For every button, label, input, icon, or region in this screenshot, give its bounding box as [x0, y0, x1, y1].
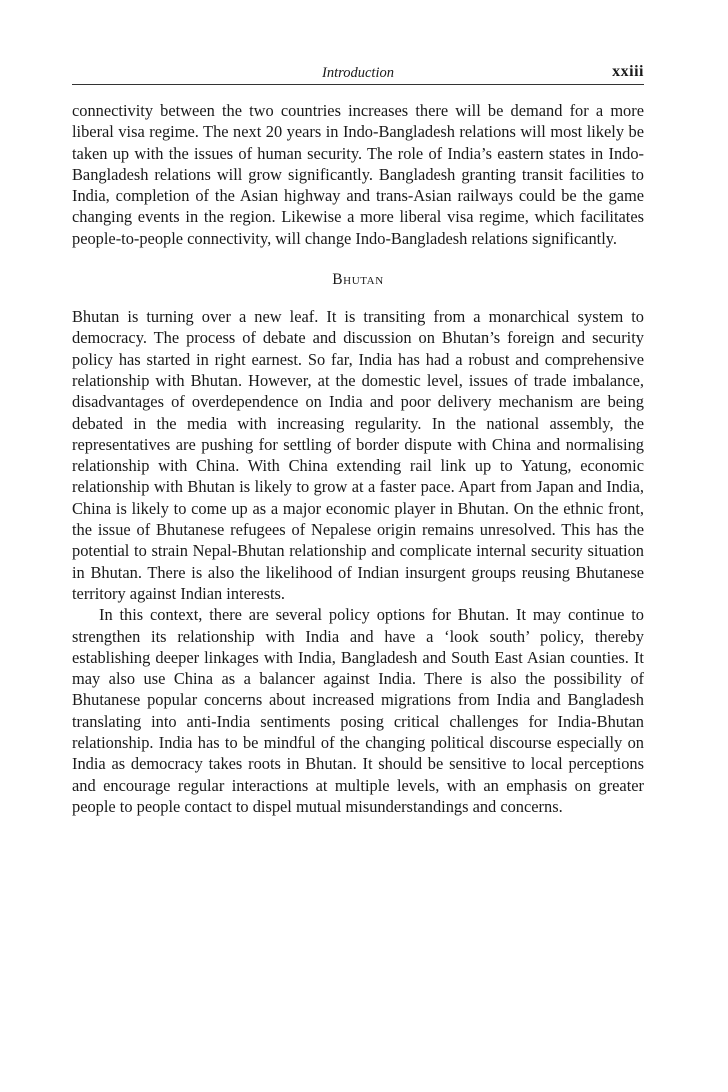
paragraph-bhutan-intro: Bhutan is turning over a new leaf. It is transiting from a monarchical system to democracy. The process of debate and discussion on Bhutan’s foreign and security policy has started in right earnest. So far, India has had a robust and comprehensive relationship with Bhutan. However, at the domestic level, issues of trade imbalance, disadvantages of overdependence on India and poor delivery mechanism are being debated in the media with increasing regularity. In the national assembly, the representatives are pushing for settling of border dispute with China and normalising relationship with China. With China extending rail link up to Yatung, economic relationship with Bhutan is likely to grow at a faster pace. Apart from Japan and India, China is likely to come up as a major economic player in Bhutan. On the ethnic front, the issue of Bhutanese refugees of Nepalese origin remains unresolved. This has the potential to strain Nepal-Bhutan relationship and complicate internal security situation in Bhutan. There is also the likelihood of Indian insurgent groups reusing Bhutanese territory against Indian interests.	[72, 307, 644, 603]
paragraph-policy-options: In this context, there are several policy options for Bhutan. It may continue to strengthen its relationship with India and have a ‘look south’ policy, thereby establishing deeper linkages with India, Bangladesh and South East Asian counties. It may also use China as a balancer against India. There is also the possibility of Bhutanese popular concerns about increased migrations from India and Bangladesh translating into anti-India sentiments posing critical challenges for India-Bhutan relationship. India has to be mindful of the changing political discourse especially on India as democracy takes roots in Bhutan. It should be sensitive to local perceptions and encourage regular interactions at multiple levels, with an emphasis on greater people to people contact to dispel mutual misunderstandings and concerns.	[72, 605, 644, 816]
paragraph-continued: connectivity between the two countries increases there will be demand for a more liberal visa regime. The next 20 years in Indo-Bangladesh relations will most likely be taken up with the issues of human security. The role of India’s eastern states in Indo-Bangladesh relations will grow significantly. Bangladesh granting transit facilities to India, completion of the Asian highway and trans-Asian railways could be the game changing events in the region. Likewise a more liberal visa regime, which facilitates people-to-people connectivity, will change Indo-Bangladesh relations significantly.	[72, 101, 644, 248]
page-number: xxiii	[612, 63, 644, 80]
running-header	[72, 62, 644, 85]
running-title: Introduction	[322, 65, 394, 81]
page-body	[72, 100, 644, 817]
book-page	[72, 62, 644, 817]
section-heading-bhutan: Bhutan	[332, 271, 384, 289]
